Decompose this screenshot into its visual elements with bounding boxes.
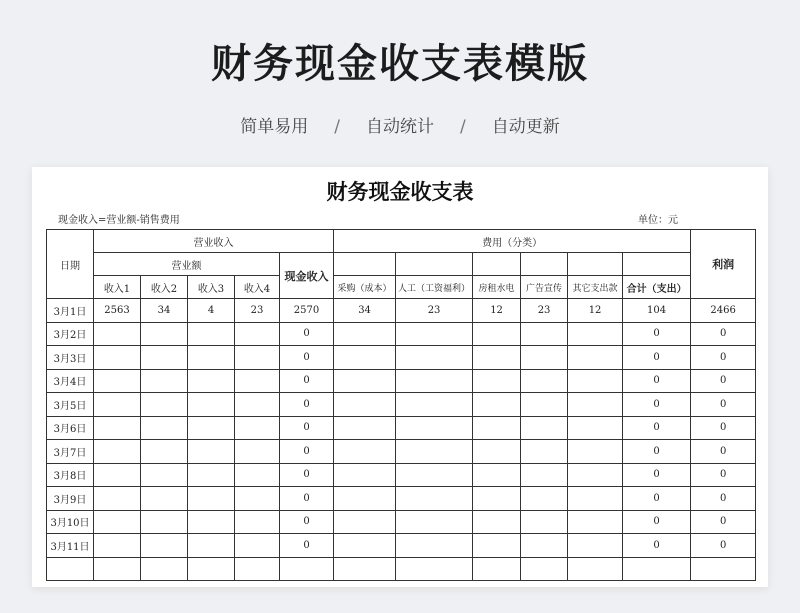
header-business-income: 营业收入	[94, 230, 334, 253]
tag-auto-stats: 自动统计	[366, 117, 434, 137]
cell-labor[interactable]	[396, 534, 473, 558]
cell-total[interactable]: 0	[623, 534, 691, 558]
header-date: 日期	[47, 230, 94, 299]
header-blank	[623, 253, 691, 276]
cell-i2[interactable]	[141, 369, 188, 393]
table-row	[47, 487, 756, 511]
cell-ads[interactable]	[521, 487, 568, 511]
cell-rent[interactable]	[473, 440, 521, 464]
header-income2: 收入2	[141, 276, 188, 299]
cell-cash[interactable]: 0	[280, 393, 334, 417]
header-revenue: 营业额	[94, 253, 280, 276]
cell-cash[interactable]: 0	[280, 487, 334, 511]
cell-cash[interactable]: 0	[280, 416, 334, 440]
header-blank	[568, 253, 623, 276]
cell-profit[interactable]: 0	[691, 322, 756, 346]
cell-date[interactable]: 3月1日	[47, 299, 94, 323]
cell-total[interactable]: 0	[623, 346, 691, 370]
cell-purchase[interactable]	[334, 463, 396, 487]
cell-rent[interactable]	[473, 487, 521, 511]
cell-rent[interactable]	[473, 346, 521, 370]
cell-labor[interactable]	[396, 440, 473, 464]
cell-i3[interactable]	[188, 322, 235, 346]
header-purchase: 采购（成本）	[334, 276, 396, 299]
cell-i2[interactable]	[141, 440, 188, 464]
cell-i3[interactable]	[188, 487, 235, 511]
cell-total[interactable]: 0	[623, 510, 691, 534]
cell-total[interactable]: 0	[623, 393, 691, 417]
cell-other[interactable]	[568, 369, 623, 393]
cell-i1[interactable]	[94, 557, 141, 581]
cell-cash[interactable]: 2570	[280, 299, 334, 323]
table-row	[47, 322, 756, 346]
cell-date[interactable]: 3月7日	[47, 440, 94, 464]
cell-labor[interactable]	[396, 416, 473, 440]
cell-i1[interactable]	[94, 440, 141, 464]
cell-i2[interactable]	[141, 393, 188, 417]
cell-profit[interactable]: 0	[691, 440, 756, 464]
cell-purchase[interactable]	[334, 557, 396, 581]
cell-i2[interactable]	[141, 346, 188, 370]
cell-cash[interactable]: 0	[280, 463, 334, 487]
cell-cash[interactable]: 0	[280, 346, 334, 370]
cell-rent[interactable]	[473, 510, 521, 534]
cell-i4[interactable]	[235, 369, 280, 393]
cell-other[interactable]: 12	[568, 299, 623, 323]
cell-date[interactable]: 3月9日	[47, 487, 94, 511]
cell-i2[interactable]	[141, 487, 188, 511]
cell-rent[interactable]	[473, 393, 521, 417]
cell-purchase[interactable]	[334, 322, 396, 346]
cell-date[interactable]	[47, 557, 94, 581]
cell-cash[interactable]: 0	[280, 534, 334, 558]
cell-rent[interactable]	[473, 463, 521, 487]
cell-labor[interactable]	[396, 322, 473, 346]
table-row	[47, 393, 756, 417]
cell-i2[interactable]	[141, 416, 188, 440]
cell-i4[interactable]	[235, 534, 280, 558]
cell-purchase[interactable]	[334, 369, 396, 393]
cell-i4[interactable]	[235, 463, 280, 487]
cell-i2[interactable]	[141, 510, 188, 534]
cell-date[interactable]: 3月8日	[47, 463, 94, 487]
cell-cash[interactable]: 0	[280, 510, 334, 534]
cell-profit[interactable]: 0	[691, 534, 756, 558]
cell-i3[interactable]	[188, 510, 235, 534]
cell-i1[interactable]	[94, 534, 141, 558]
cell-i1[interactable]	[94, 463, 141, 487]
header-cash-income: 现金收入	[280, 253, 334, 299]
cell-purchase[interactable]	[334, 393, 396, 417]
cell-labor[interactable]: 23	[396, 299, 473, 323]
table-row	[47, 440, 756, 464]
cell-date[interactable]: 3月2日	[47, 322, 94, 346]
cell-profit[interactable]: 0	[691, 416, 756, 440]
header-blank	[521, 253, 568, 276]
cell-i4[interactable]	[235, 440, 280, 464]
cell-ads[interactable]	[521, 346, 568, 370]
header-income4: 收入4	[235, 276, 280, 299]
cell-i4[interactable]	[235, 393, 280, 417]
cell-i4[interactable]	[235, 322, 280, 346]
cell-rent[interactable]	[473, 557, 521, 581]
cell-date[interactable]: 3月6日	[47, 416, 94, 440]
cell-date[interactable]: 3月5日	[47, 393, 94, 417]
cell-other[interactable]	[568, 440, 623, 464]
cell-profit[interactable]: 0	[691, 369, 756, 393]
cell-cash[interactable]: 0	[280, 369, 334, 393]
tag-separator: /	[460, 117, 466, 137]
cell-ads[interactable]	[521, 510, 568, 534]
cell-total[interactable]: 0	[623, 416, 691, 440]
header-blank	[396, 253, 473, 276]
cell-total[interactable]: 0	[623, 463, 691, 487]
cell-i2[interactable]	[141, 322, 188, 346]
cell-i3[interactable]	[188, 534, 235, 558]
cell-total[interactable]: 0	[623, 369, 691, 393]
cell-other[interactable]	[568, 463, 623, 487]
cell-ads[interactable]	[521, 440, 568, 464]
cell-i1[interactable]	[94, 369, 141, 393]
cell-purchase[interactable]	[334, 416, 396, 440]
cell-purchase[interactable]	[334, 487, 396, 511]
unit-note: 单位：元	[638, 215, 678, 226]
table-row	[47, 510, 756, 534]
header-profit: 利润	[691, 230, 756, 299]
cell-profit[interactable]: 2466	[691, 299, 756, 323]
cell-rent[interactable]	[473, 322, 521, 346]
cell-date[interactable]: 3月10日	[47, 510, 94, 534]
cell-purchase[interactable]	[334, 440, 396, 464]
cell-ads[interactable]	[521, 369, 568, 393]
cell-total[interactable]: 0	[623, 440, 691, 464]
cell-total[interactable]: 0	[623, 322, 691, 346]
cell-rent[interactable]	[473, 369, 521, 393]
cell-rent[interactable]	[473, 416, 521, 440]
cell-cash[interactable]: 0	[280, 322, 334, 346]
spreadsheet-preview	[32, 167, 768, 587]
cell-other[interactable]	[568, 346, 623, 370]
header-rent: 房租水电	[473, 276, 521, 299]
cell-i4[interactable]	[235, 487, 280, 511]
header-income3: 收入3	[188, 276, 235, 299]
cell-i2[interactable]	[141, 557, 188, 581]
cell-i2[interactable]: 34	[141, 299, 188, 323]
cell-profit[interactable]	[691, 557, 756, 581]
cell-i4[interactable]	[235, 510, 280, 534]
cell-i1[interactable]	[94, 393, 141, 417]
feature-tags	[0, 112, 800, 137]
cell-ads[interactable]	[521, 463, 568, 487]
cell-i3[interactable]	[188, 369, 235, 393]
cell-i2[interactable]	[141, 534, 188, 558]
cell-labor[interactable]	[396, 393, 473, 417]
cashflow-table	[46, 229, 756, 581]
cell-i3[interactable]	[188, 393, 235, 417]
formula-note: 现金收入=营业额-销售费用	[58, 215, 180, 226]
cell-i1[interactable]	[94, 322, 141, 346]
cell-rent[interactable]	[473, 534, 521, 558]
header-other: 其它支出款	[568, 276, 623, 299]
cell-other[interactable]	[568, 322, 623, 346]
header-income1: 收入1	[94, 276, 141, 299]
cell-i1[interactable]	[94, 510, 141, 534]
cell-purchase[interactable]: 34	[334, 299, 396, 323]
tag-easy: 简单易用	[240, 117, 309, 137]
cell-i1[interactable]	[94, 487, 141, 511]
cell-date[interactable]: 3月3日	[47, 346, 94, 370]
cell-profit[interactable]: 0	[691, 346, 756, 370]
cell-i3[interactable]	[188, 440, 235, 464]
cell-labor[interactable]	[396, 346, 473, 370]
table-row	[47, 369, 756, 393]
cell-i4[interactable]	[235, 557, 280, 581]
cell-other[interactable]	[568, 534, 623, 558]
cell-total[interactable]: 104	[623, 299, 691, 323]
tag-separator: /	[334, 117, 340, 137]
header-expenses: 费用（分类）	[334, 230, 691, 253]
table-row	[47, 534, 756, 558]
table-row	[47, 463, 756, 487]
cell-ads[interactable]	[521, 393, 568, 417]
cell-i4[interactable]	[235, 346, 280, 370]
cell-i3[interactable]	[188, 416, 235, 440]
cell-labor[interactable]	[396, 557, 473, 581]
cell-ads[interactable]	[521, 557, 568, 581]
cell-cash[interactable]: 0	[280, 440, 334, 464]
cell-date[interactable]: 3月4日	[47, 369, 94, 393]
cell-purchase[interactable]	[334, 510, 396, 534]
cell-i1[interactable]	[94, 416, 141, 440]
cell-i2[interactable]	[141, 463, 188, 487]
cell-profit[interactable]: 0	[691, 463, 756, 487]
cell-other[interactable]	[568, 416, 623, 440]
header-total: 合计（支出）	[623, 276, 691, 299]
header-blank	[473, 253, 521, 276]
cell-purchase[interactable]	[334, 346, 396, 370]
cell-profit[interactable]: 0	[691, 510, 756, 534]
cell-labor[interactable]	[396, 487, 473, 511]
cell-i3[interactable]	[188, 346, 235, 370]
cell-ads[interactable]	[521, 416, 568, 440]
cell-i3[interactable]: 4	[188, 299, 235, 323]
cell-ads[interactable]	[521, 322, 568, 346]
cell-profit[interactable]: 0	[691, 393, 756, 417]
cell-i1[interactable]: 2563	[94, 299, 141, 323]
table-row	[47, 557, 756, 581]
cell-i3[interactable]	[188, 557, 235, 581]
header-ads: 广告宣传	[521, 276, 568, 299]
table-row	[47, 416, 756, 440]
cell-i1[interactable]	[94, 346, 141, 370]
cell-other[interactable]	[568, 487, 623, 511]
banner-title: 财务现金收支表模版	[211, 41, 589, 87]
table-row	[47, 346, 756, 370]
cell-i4[interactable]: 23	[235, 299, 280, 323]
cell-i4[interactable]	[235, 416, 280, 440]
cell-ads[interactable]	[521, 534, 568, 558]
cell-other[interactable]	[568, 393, 623, 417]
cell-purchase[interactable]	[334, 534, 396, 558]
cell-i3[interactable]	[188, 463, 235, 487]
cell-date[interactable]: 3月11日	[47, 534, 94, 558]
cell-labor[interactable]	[396, 463, 473, 487]
sheet-title: 财务现金收支表	[326, 179, 474, 204]
cell-rent[interactable]: 12	[473, 299, 521, 323]
tag-auto-update: 自动更新	[491, 117, 560, 137]
cell-profit[interactable]: 0	[691, 487, 756, 511]
header-blank	[334, 253, 396, 276]
cell-ads[interactable]: 23	[521, 299, 568, 323]
cell-labor[interactable]	[396, 369, 473, 393]
cell-labor[interactable]	[396, 510, 473, 534]
cell-cash[interactable]	[280, 557, 334, 581]
cell-other[interactable]	[568, 510, 623, 534]
cell-total[interactable]	[623, 557, 691, 581]
header-labor: 人工（工资福利）	[396, 276, 473, 299]
cell-other[interactable]	[568, 557, 623, 581]
table-row	[47, 299, 756, 323]
cell-total[interactable]: 0	[623, 487, 691, 511]
